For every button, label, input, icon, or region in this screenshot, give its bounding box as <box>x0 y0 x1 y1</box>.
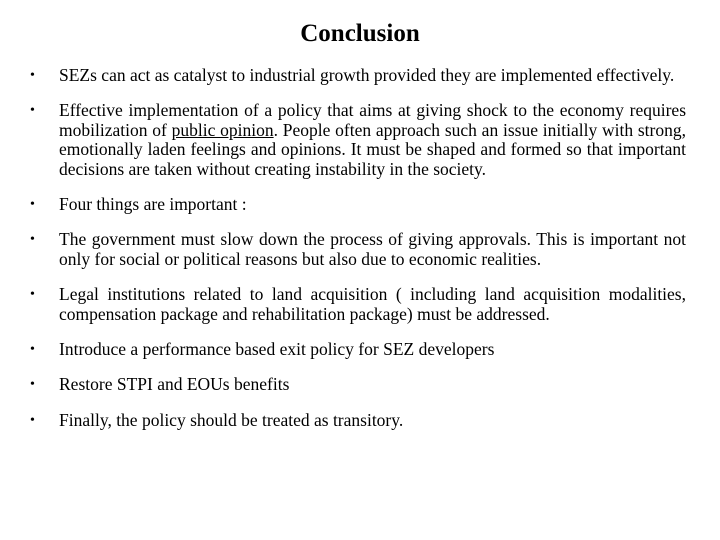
bullet-dot-icon: • <box>30 232 35 248</box>
bullet-list <box>30 66 686 446</box>
bullet-dot-icon: • <box>30 342 35 358</box>
bullet-dot-icon: • <box>30 287 35 303</box>
bullet-item <box>30 195 686 214</box>
bullet-item <box>30 285 686 324</box>
underlined-phrase: public opinion <box>171 119 274 140</box>
bullet-dot-icon: • <box>30 197 35 213</box>
bullet-text: Effective implementation of a policy that aims at giving shock to the economy requires mobilization of <box>59 100 686 140</box>
bullet-text: SEZs can act as catalyst to industrial growth provided they are implemented effectively. <box>59 65 675 85</box>
bullet-dot-icon: • <box>30 103 35 119</box>
bullet-text: Finally, the policy should be treated as transitory. <box>59 409 404 430</box>
bullet-item <box>30 101 686 179</box>
bullet-text-continued: . People often approach such an issue initially with strong, emotionally laden feelings and opinions. It must be shaped and formed so that important decisions are taken without creating instability in the society. <box>59 119 686 179</box>
bullet-text: Legal institutions related to land acquisition ( including land acquisition modalities, compensation package and rehabilitation package) must be addressed. <box>59 284 686 324</box>
bullet-text: The government must slow down the process of giving approvals. This is important not only for social or political reasons but also due to economic realities. <box>59 229 686 269</box>
bullet-text: Restore STPI and EOUs benefits <box>59 374 290 395</box>
bullet-item <box>30 411 686 430</box>
bullet-item <box>30 230 686 269</box>
bullet-item <box>30 340 686 359</box>
bullet-item <box>30 66 686 85</box>
bullet-dot-icon: • <box>30 68 35 83</box>
bullet-dot-icon: • <box>30 377 35 393</box>
bullet-text: Introduce a performance based exit policy for SEZ developers <box>59 339 495 360</box>
slide-title: Conclusion <box>300 20 420 47</box>
bullet-dot-icon: • <box>30 412 35 428</box>
bullet-item <box>30 375 686 394</box>
bullet-text: Four things are important : <box>59 194 247 215</box>
